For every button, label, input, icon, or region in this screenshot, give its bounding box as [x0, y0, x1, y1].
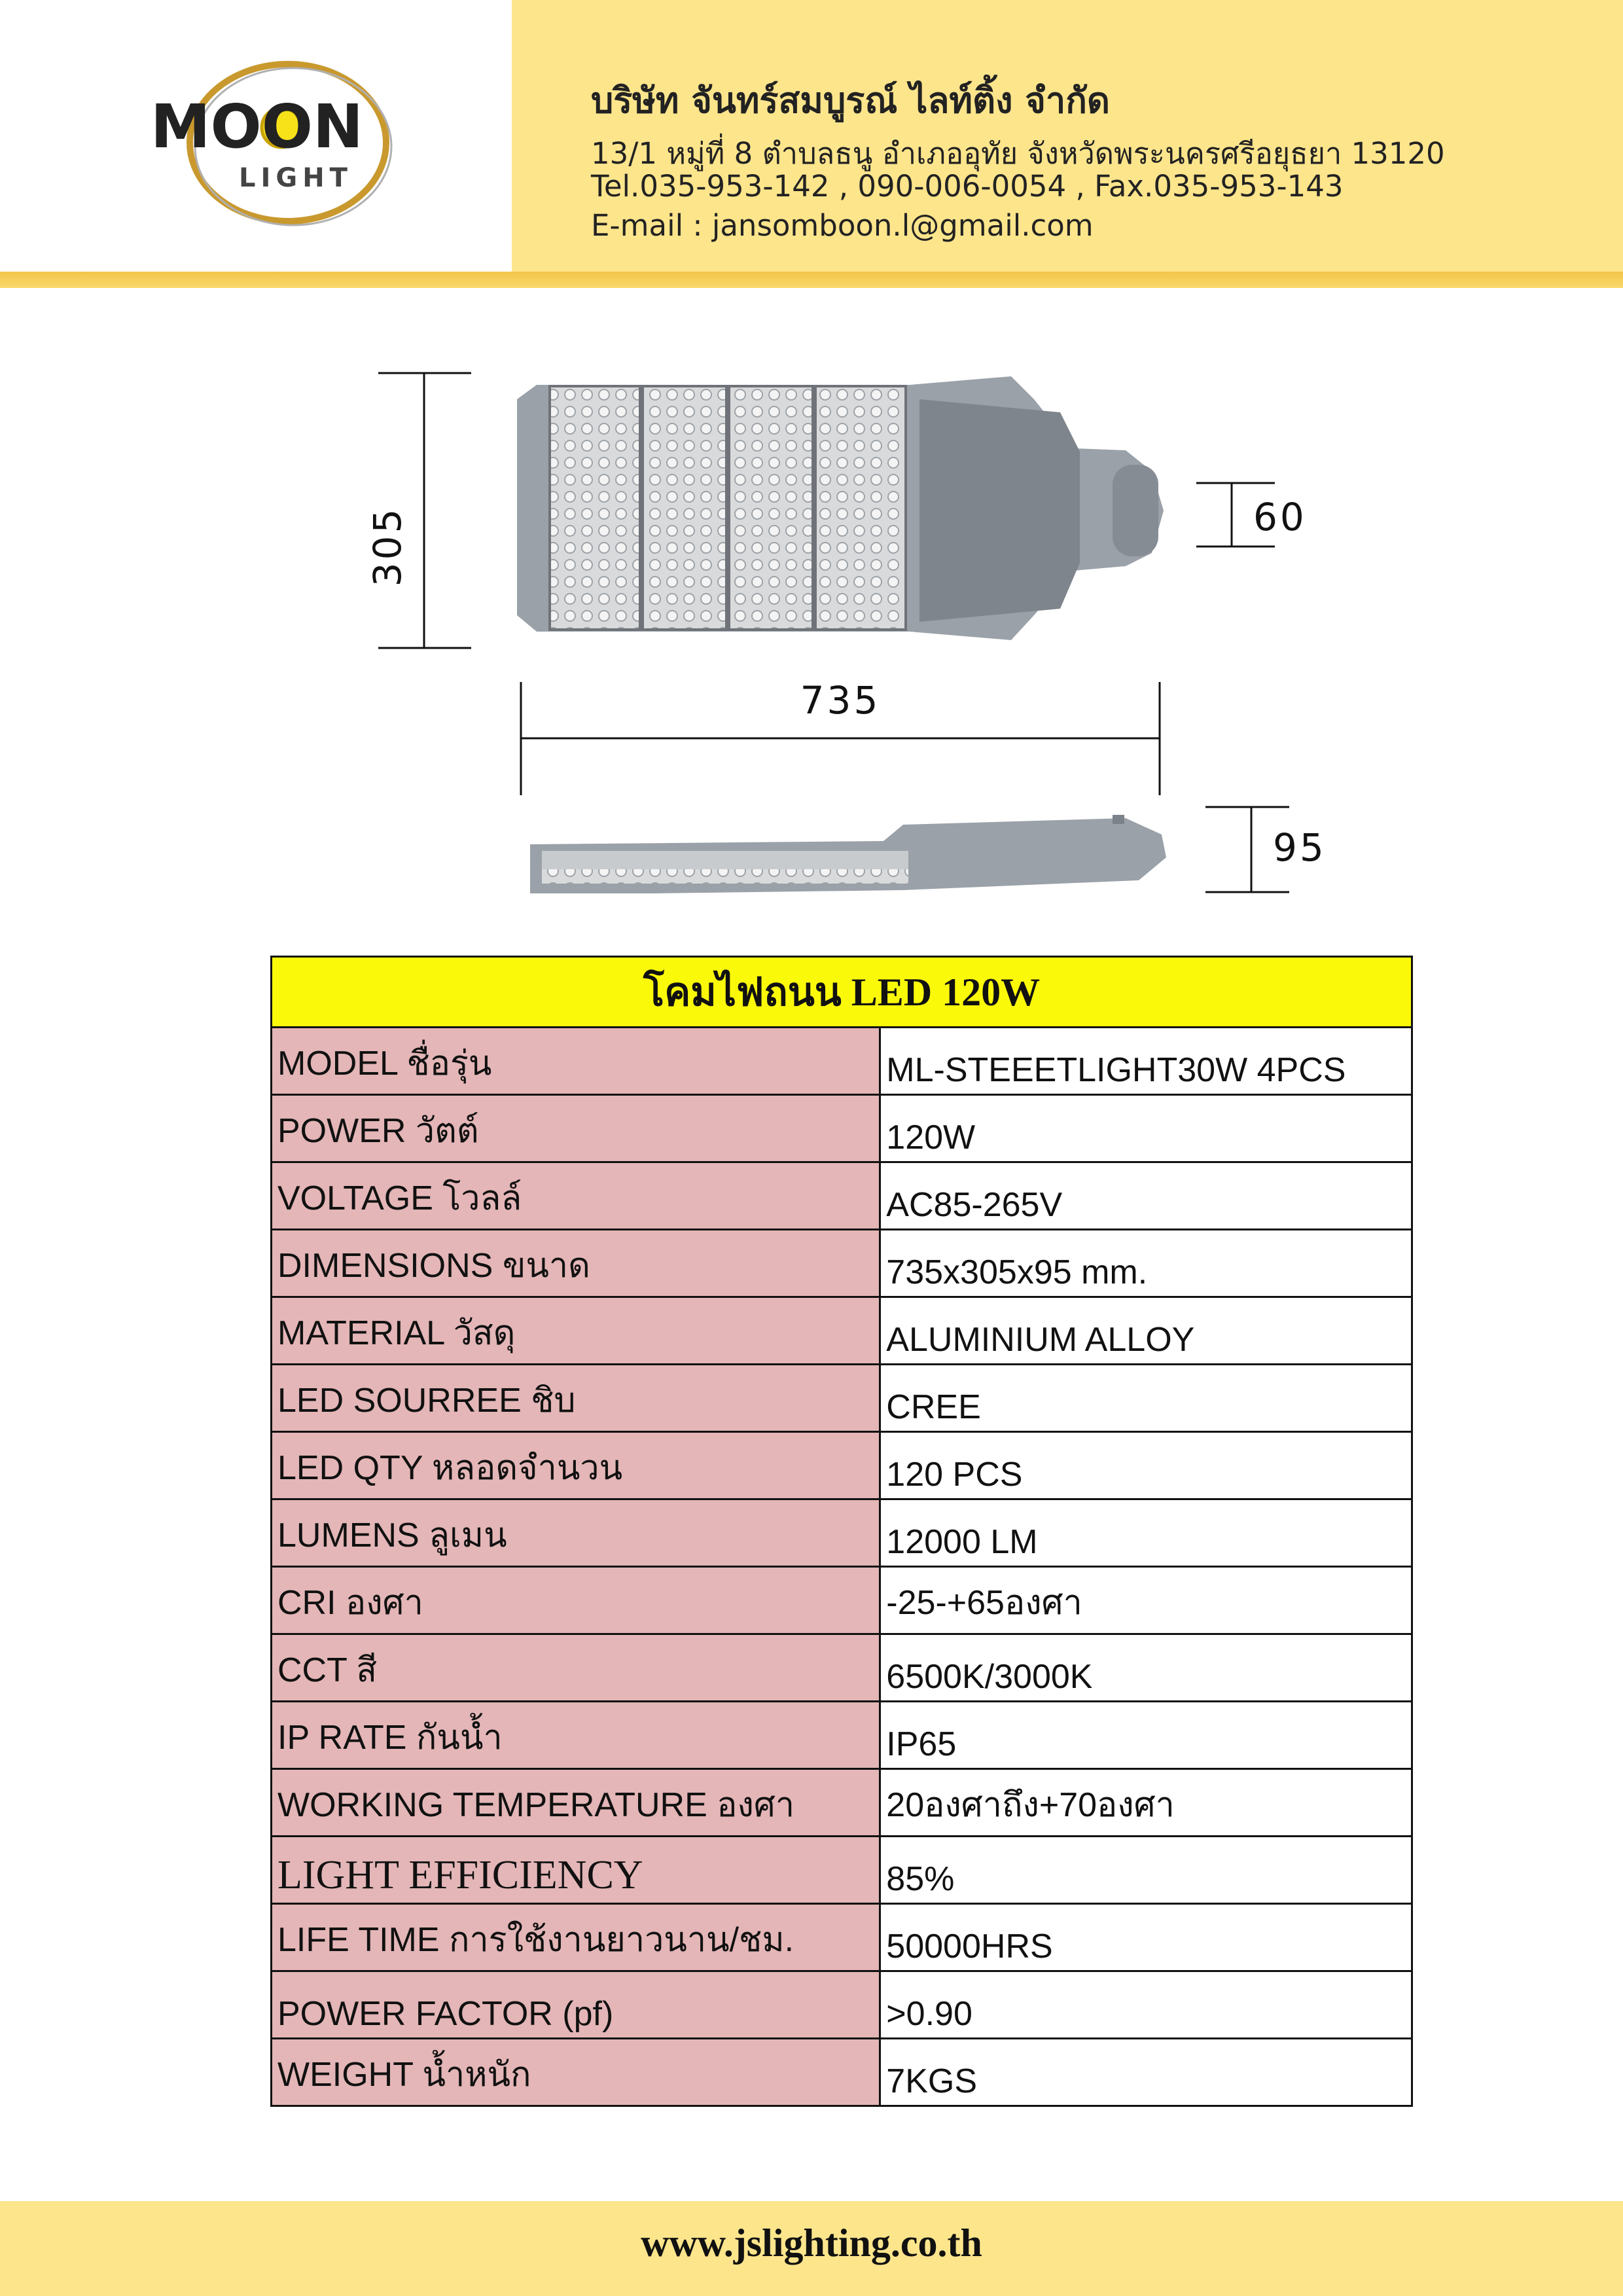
spec-value: 85%	[880, 1837, 1412, 1904]
spec-value: 20องศาถึง+70องศา	[880, 1769, 1412, 1837]
spec-row	[272, 1297, 1412, 1365]
lamp-top-view	[517, 376, 1164, 640]
company-email: E-mail : jansomboon.l@gmail.com	[591, 208, 1094, 243]
dimension-depth-label: 95	[1273, 825, 1327, 870]
spec-row	[272, 1904, 1412, 1971]
spec-row	[272, 1837, 1412, 1904]
company-phone: Tel.035-953-142 , 090-006-0054 , Fax.035-953-143	[591, 169, 1344, 204]
spec-value: ML-STEEETLIGHT30W 4PCS	[880, 1028, 1412, 1095]
spec-row	[272, 1028, 1412, 1095]
spec-label: WORKING TEMPERATURE องศา	[272, 1769, 880, 1837]
spec-row	[272, 1971, 1412, 2039]
spec-title: โคมไฟถนน LED 120W	[272, 957, 1412, 1028]
product-diagram	[0, 301, 1623, 929]
spec-label: LED SOURREE ชิบ	[272, 1365, 880, 1432]
logo-word: MOON	[151, 92, 363, 162]
logo-subword: LIGHT	[239, 163, 353, 193]
company-name: บริษัท จันทร์สมบูรณ์ ไลท์ติ้ง จำกัด	[591, 80, 1110, 121]
spec-row	[272, 1162, 1412, 1230]
spec-row	[272, 1702, 1412, 1769]
spec-label: WEIGHT น้ำหนัก	[272, 2039, 880, 2106]
dimension-height	[365, 373, 471, 648]
spec-label: LIGHT EFFICIENCY	[272, 1837, 880, 1904]
spec-row	[272, 1432, 1412, 1499]
spec-value: 120W	[880, 1095, 1412, 1162]
company-address: 13/1 หมู่ที่ 8 ตำบลธนู อำเภออุทัย จังหวัดพระนครศรีอยุธยา 13120	[591, 136, 1445, 171]
spec-label: POWER FACTOR (pf)	[272, 1971, 880, 2039]
spec-row	[272, 1230, 1412, 1297]
spec-label: VOLTAGE โวลล์	[272, 1162, 880, 1230]
spec-value: >0.90	[880, 1971, 1412, 2039]
spec-row	[272, 1365, 1412, 1432]
spec-row	[272, 1499, 1412, 1567]
dimension-length	[521, 678, 1160, 795]
spec-value: CREE	[880, 1365, 1412, 1432]
spec-label: LED QTY หลอดจำนวน	[272, 1432, 880, 1499]
spec-row	[272, 1095, 1412, 1162]
footer-url[interactable]: www.jslighting.co.th	[641, 2221, 982, 2265]
spec-label: CCT สี	[272, 1634, 880, 1702]
spec-label: IP RATE กันน้ำ	[272, 1702, 880, 1769]
spec-label: POWER วัตต์	[272, 1095, 880, 1162]
company-logo	[141, 52, 402, 229]
dimension-neck	[1196, 483, 1307, 547]
spec-label: LUMENS ลูเมน	[272, 1499, 880, 1567]
spec-value: 12000 LM	[880, 1499, 1412, 1567]
dimension-height-label: 305	[365, 506, 410, 587]
dimension-depth	[1205, 807, 1327, 892]
dimension-length-label: 735	[800, 678, 881, 723]
spec-value: 735x305x95 mm.	[880, 1230, 1412, 1297]
spec-row	[272, 2039, 1412, 2106]
spec-label: MODEL ชื่อรุ่น	[272, 1028, 880, 1095]
spec-label: CRI องศา	[272, 1567, 880, 1634]
header-stripe	[0, 272, 1623, 288]
dimension-neck-label: 60	[1253, 495, 1307, 539]
spec-label: LIFE TIME การใช้งานยาวนาน/ชม.	[272, 1904, 880, 1971]
spec-value: 7KGS	[880, 2039, 1412, 2106]
spec-label: MATERIAL วัสดุ	[272, 1297, 880, 1365]
spec-value: 6500K/3000K	[880, 1634, 1412, 1702]
spec-row	[272, 1634, 1412, 1702]
spec-value: IP65	[880, 1702, 1412, 1769]
spec-value: -25-+65องศา	[880, 1567, 1412, 1634]
spec-value: AC85-265V	[880, 1162, 1412, 1230]
spec-label: DIMENSIONS ขนาด	[272, 1230, 880, 1297]
spec-row	[272, 1567, 1412, 1634]
spec-value: 120 PCS	[880, 1432, 1412, 1499]
spec-row	[272, 1769, 1412, 1837]
spec-table	[270, 956, 1413, 2107]
spec-title-row	[272, 957, 1412, 1028]
spec-value: ALUMINIUM ALLOY	[880, 1297, 1412, 1365]
spec-value: 50000HRS	[880, 1904, 1412, 1971]
lamp-side-view	[530, 815, 1166, 893]
